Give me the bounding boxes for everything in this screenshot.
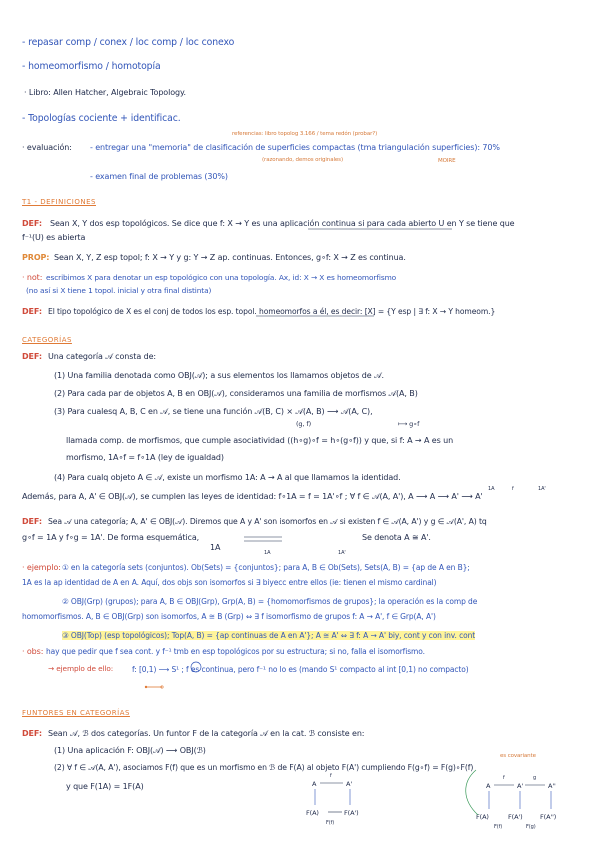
ejemplo-de-ello-text: f: [0,1) ⟶ S¹ ; f es continua, pero f⁻¹ no lo es (mando S¹ compacto al int [0,1) no compacto) xyxy=(132,665,469,674)
todo-line-4: - Topologías cociente + identificac. xyxy=(22,113,181,124)
eval-item-1: - entregar una "memoria" de clasificación de superficies compactas (tma triangulación superficies): 70% xyxy=(90,143,500,152)
def-isomorfos-line-2: g∘f = 1A y f∘g = 1A'. De forma esquemática, xyxy=(22,533,200,542)
iso-diagram-label-1a: 1A xyxy=(210,543,221,552)
fdiag-r-FAp: F(A') xyxy=(508,813,523,821)
def-tag: DEF: xyxy=(22,219,42,228)
fdiag-f: f xyxy=(330,773,332,779)
ejemplo-top-highlight: ③ OBJ(Top) (esp topológicos); Top(A, B) = {ap continuas de A en A'}; A ≅ A' ⇔ ∃ f: A → A' biy, cont y con inv. cont xyxy=(62,631,476,640)
fdiag-r-FA: F(A) xyxy=(476,813,489,821)
section-heading-categorias: CATEGORÍAS xyxy=(22,336,72,344)
leyes-label-2: f xyxy=(512,486,514,492)
notacion-tag: · not: xyxy=(22,273,43,282)
eval-note-2: MOIRE xyxy=(438,158,456,164)
def-tag: DEF: xyxy=(22,517,42,526)
obs-text: hay que pedir que f sea cont. y f⁻¹ tmb en esp topológicos por su estructura; si no, falla el isomorfismo. xyxy=(46,647,425,656)
fdiag-r-A: A xyxy=(486,782,491,790)
notacion-line-2: (no así si X tiene 1 topol. inicial y otra final distinta) xyxy=(26,286,212,295)
fdiag-A: A xyxy=(312,780,317,788)
categoria-item-2: (2) Para cada par de objetos A, B en OBJ(𝒜), consideramos una familia de morfismos 𝒜(A, B) xyxy=(54,389,418,398)
prop-composicion: Sean X, Y, Z esp topol; f: X → Y y g: Y → Z ap. continuas. Entonces, g∘f: X → Z es continua. xyxy=(54,253,406,262)
fdiag-r-FApp: F(A'') xyxy=(540,813,557,821)
fdiag-r-Ap: A' xyxy=(517,782,524,790)
def-tag: DEF: xyxy=(22,729,42,738)
todo-line-2: - homeomorfismo / homotopía xyxy=(22,61,161,72)
ejemplo-grp-line-2: homomorfismos. A, B ∈ OBJ(Grp) son isomorfos, A ≅ B (Grp) ⇔ ∃ f isomorfismo de grupos f: A → A', f ∈ Grp(A, A') xyxy=(22,612,436,621)
def-tag: DEF: xyxy=(22,307,42,316)
ejemplo-grp-line-1: ② OBJ(Grp) (grupos); para A, B ∈ OBJ(Grp), Grp(A, B) = {homomorfismos de grupos}; la operación es la comp de xyxy=(62,597,478,606)
ejemplo-top xyxy=(62,631,475,641)
fdiag-r-Ff: F(f) xyxy=(494,824,503,830)
fdiag-r-Fg: F(g) xyxy=(526,824,536,830)
leyes-identidad: Además, para A, A' ∈ OBJ(𝒜), se cumplen las leyes de identidad: f∘1A = f = 1A'∘f ; ∀ f ∈ 𝒜(A, A'), A ⟶ A ⟶ A' ⟶ A' xyxy=(22,492,483,501)
fdiag-FAp: F(A') xyxy=(344,809,359,817)
section-heading-definiciones: T1 - DEFINICIONES xyxy=(22,198,96,206)
fdiag-r-App: A'' xyxy=(548,782,556,790)
categoria-intro: Una categoría 𝒜 consta de: xyxy=(48,352,156,361)
def-tipo-topologico: El tipo topológico de X es el conj de todos los esp. topol. homeomorfos a él, es decir: [X] = {Y esp | ∃ f: X → Y homeom.} xyxy=(48,307,496,316)
composicion-map: ⟼ g∘f xyxy=(398,420,420,428)
eval-item-2: - examen final de problemas (30%) xyxy=(90,172,228,181)
eval-label: · evaluación: xyxy=(22,143,72,152)
composicion-pair: (g, f) xyxy=(296,420,312,428)
covariante-note: es covariante xyxy=(500,753,536,759)
fdiag-r-g: g xyxy=(533,775,537,781)
categoria-item-3b: llamada comp. de morfismos, que cumple asociatividad ((h∘g)∘f = h∘(g∘f)) y que, si f: A → A es un xyxy=(66,436,454,445)
eval-references: referencias: libro topolog 3.166 / tema redón (probar?) xyxy=(232,131,378,137)
ejemplo-tag: · ejemplo: xyxy=(22,563,61,572)
curved-pointer-arrow xyxy=(466,770,478,815)
funtor-item-2b: y que F(1A) = 1F(A) xyxy=(66,782,144,791)
iso-label-1ap: 1A' xyxy=(338,550,346,556)
prop-tag: PROP: xyxy=(22,253,50,262)
def-continua-line-2: f⁻¹(U) es abierta xyxy=(22,233,86,242)
eval-note-1: (razonando, demos originales) xyxy=(262,157,343,163)
categoria-item-1: (1) Una familia denotada como OBJ(𝒜); a sus elementos los llamamos objetos de 𝒜. xyxy=(54,371,384,380)
funtor-item-1: (1) Una aplicación F: OBJ(𝒜) ⟶ OBJ(ℬ) xyxy=(54,746,206,755)
leyes-label-3: 1A' xyxy=(538,486,546,492)
fdiag-r-f: f xyxy=(503,775,505,781)
fdiag-FA: F(A) xyxy=(306,809,319,817)
funtor-intro: Sean 𝒜, ℬ dos categorías. Un funtor F de la categoría 𝒜 en la cat. ℬ consiste en: xyxy=(48,729,365,738)
todo-line-1: - repasar comp / conex / loc comp / loc conexo xyxy=(22,37,235,48)
obs-tag: · obs: xyxy=(22,647,44,656)
ejemplo-sets-line-1: ① en la categoría sets (conjuntos). Ob(Sets) = {conjuntos}; para A, B ∈ Ob(Sets), Sets(A, B) = {ap de A en B}; xyxy=(62,563,470,572)
ejemplo-sets-line-2: 1A es la ap identidad de A en A. Aquí, dos objs son isomorfos si ∃ biyecc entre ellos (ie: tienen el mismo cardinal) xyxy=(22,578,437,587)
leyes-label-1: 1A xyxy=(488,486,495,492)
funtor-item-2: (2) ∀ f ∈ 𝒜(A, A'), asociamos F(f) que es un morfismo en ℬ de F(A) al objeto F(A') cumpliendo F(g∘f) = F(g)∘F(f) xyxy=(54,763,474,772)
def-isomorfos-line-1: Sea 𝒜 una categoría; A, A' ∈ OBJ(𝒜). Diremos que A y A' son isomorfos en 𝒜 si existen f ∈ 𝒜(A, A') y g ∈ 𝒜(A', A) tq xyxy=(48,517,487,526)
fdiag-Ap: A' xyxy=(346,780,353,788)
def-isomorfos-denota: Se denota A ≅ A'. xyxy=(362,533,431,542)
categoria-item-3: (3) Para cualesq A, B, C en 𝒜, se tiene una función 𝒜(B, C) × 𝒜(A, B) ⟶ 𝒜(A, C), xyxy=(54,407,373,416)
section-heading-funtores: FUNTORES EN CATEGORÍAS xyxy=(22,709,130,717)
iso-label-1a: 1A xyxy=(264,550,271,556)
interval-open-end-icon xyxy=(161,686,163,688)
ejemplo-de-ello-label: → ejemplo de ello: xyxy=(48,664,114,673)
todo-line-3: · Libro: Allen Hatcher, Algebraic Topology. xyxy=(24,88,186,97)
notacion-line-1: escribimos X para denotar un esp topológico con una topología. Ax, id: X → X es homeomorfismo xyxy=(46,273,397,282)
interval-closed-end-icon xyxy=(145,686,147,688)
categoria-item-3c: morfismo, 1A∘f = f∘1A (ley de igualdad) xyxy=(66,453,224,462)
categoria-item-4: (4) Para cualq objeto A ∈ 𝒜, existe un morfismo 1A: A → A al que llamamos la identidad. xyxy=(54,473,401,482)
def-tag: DEF: xyxy=(22,352,42,361)
fdiag-Ff: F(f) xyxy=(326,820,335,826)
def-continua-line-1: Sean X, Y dos esp topológicos. Se dice que f: X → Y es una aplicación continua si para cada abierto U en Y se tiene que xyxy=(50,219,515,228)
